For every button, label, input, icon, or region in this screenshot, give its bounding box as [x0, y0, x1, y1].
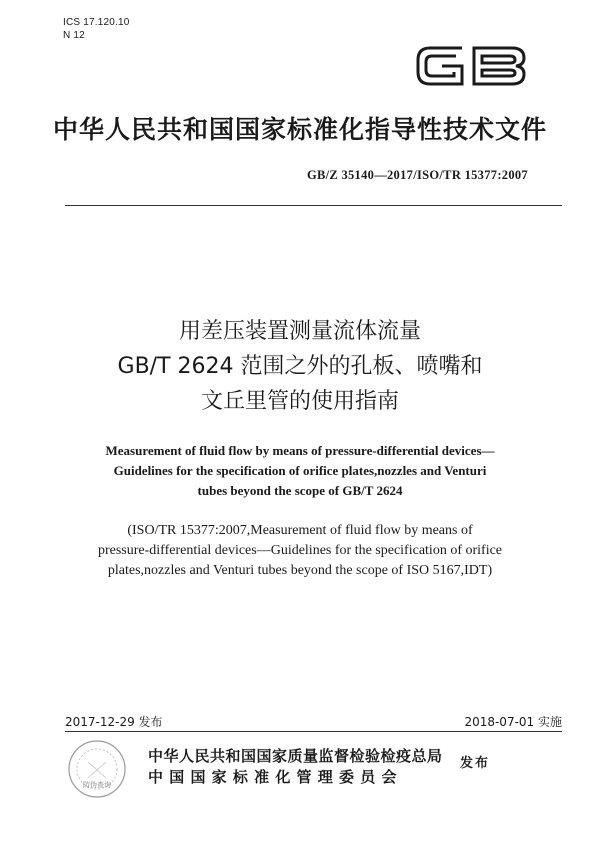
title-en-line-2: Guidelines for the specification of orifice plates,nozzles and Venturi: [113, 463, 487, 478]
gb-logo: [412, 40, 530, 92]
stamp-text: 防伪查询: [83, 781, 111, 789]
issue-date: 2017-12-29 发布: [65, 715, 163, 729]
implementation-date: 2018-07-01 实施: [464, 715, 562, 729]
top-divider: [65, 205, 562, 206]
bottom-divider: [65, 731, 562, 732]
issuer-aqsiq: 中华人民共和国国家质量监督检验检疫总局: [148, 747, 443, 765]
anti-counterfeit-stamp-icon: [66, 738, 128, 800]
issuer-sac: 中 国 国 家 标 准 化 管 理 委 员 会: [148, 768, 397, 786]
classification-codes: [63, 16, 130, 42]
issue-word: 发布: [460, 756, 491, 771]
logo-text: GB: [412, 40, 414, 41]
ccs-code: N 12: [63, 30, 85, 41]
title-english: [40, 441, 560, 501]
reference-line-3: plates,nozzles and Venturi tubes beyond the scope of ISO 5167,IDT): [107, 563, 493, 578]
international-reference: [40, 521, 560, 581]
reference-line-1: (ISO/TR 15377:2007,Measurement of fluid flow by means of: [127, 523, 473, 538]
title-cn-line-1: 用差压装置测量流体流量: [178, 319, 421, 344]
standard-number: GB/Z 35140—2017/ISO/TR 15377:2007: [306, 168, 528, 182]
document-type: 中华人民共和国国家标准化指导性技术文件: [52, 115, 547, 144]
title-cn-line-3: 文丘里管的使用指南: [200, 389, 399, 414]
reference-line-2: pressure-differential devices—Guidelines for the specification of orifice: [97, 543, 503, 558]
title-cn-line-2: GB/T 2624 范围之外的孔板、喷嘴和: [117, 354, 483, 379]
title-en-line-3: tubes beyond the scope of GB/T 2624: [197, 483, 403, 498]
title-chinese: [0, 314, 600, 419]
title-en-line-1: Measurement of fluid flow by means of pressure-differential devices—: [105, 443, 495, 458]
ics-code: ICS 17.120.10: [63, 17, 130, 28]
